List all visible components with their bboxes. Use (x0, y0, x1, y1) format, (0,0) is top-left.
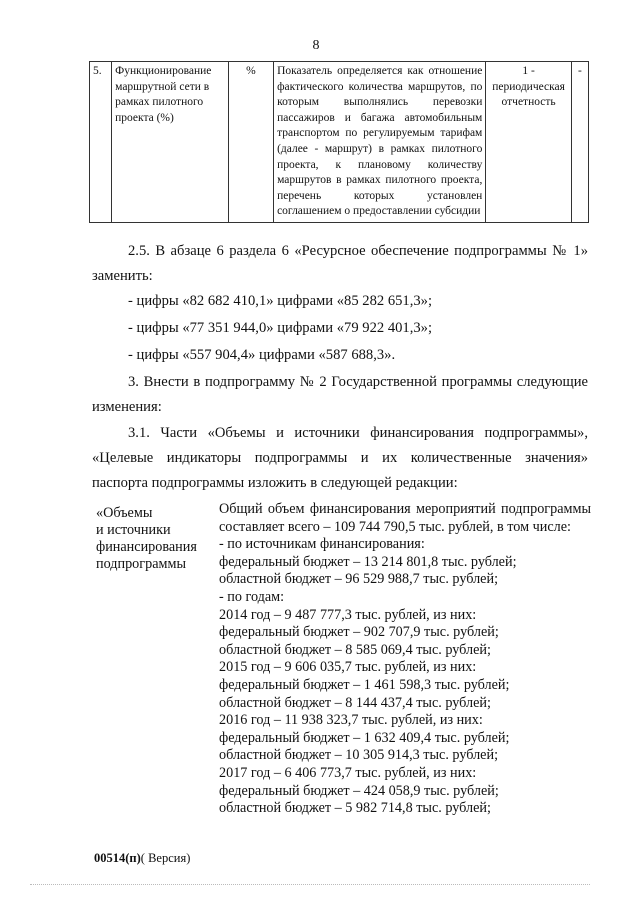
passport-line: федеральный бюджет – 1 632 409,4 тыс. рублей; (219, 729, 510, 746)
passport-label-line: «Объемы (96, 505, 153, 521)
passport-line: 2016 год – 11 938 323,7 тыс. рублей, из них: (219, 712, 483, 729)
passport-line: 2017 год – 6 406 773,7 тыс. рублей, из них: (219, 764, 477, 781)
page-number: 8 (312, 38, 320, 53)
passport-line: 2015 год – 9 606 035,7 тыс. рублей, из них: (219, 659, 477, 676)
indicator-note: - (571, 62, 588, 223)
indicator-name: Функционирование маршрутной сети в рамках пилотного проекта (%) (112, 62, 229, 223)
indicator-table (89, 61, 589, 223)
document-code (94, 851, 190, 866)
list-item: - цифры «82 682 410,1» цифрами «85 282 651,3»; (128, 293, 433, 309)
passport-line: федеральный бюджет – 13 214 801,8 тыс. рублей; (219, 553, 517, 570)
passport-line: 2014 год – 9 487 777,3 тыс. рублей, из них: (219, 606, 477, 623)
passport-line: областной бюджет – 8 144 437,4 тыс. рублей; (219, 694, 491, 711)
passport-line: - по источникам финансирования: (219, 536, 425, 553)
passport-summary: Общий объем финансирования мероприятий подпрограммы составляет всего – 109 744 790,5 тыс. рублей, в том числе: (219, 501, 591, 535)
passport-line: областной бюджет – 10 305 914,3 тыс. рублей; (219, 747, 499, 764)
table-row (90, 62, 589, 223)
passport-line: областной бюджет – 8 585 069,4 тыс. рублей; (219, 641, 491, 658)
list-item: - цифры «77 351 944,0» цифрами «79 922 401,3»; (128, 320, 433, 336)
indicator-definition: Показатель определяется как отношение фактического количества маршрутов, по которым выполнялись перевозки пассажиров и багажа автомобильным транспортом по регулируемым тарифам (далее - маршрут) в рамках пилотного проекта, к плановому количеству маршрутов в рамках пилотного проекта, перечень которых установлен соглашением о предоставлении субсидии (274, 62, 486, 223)
indicator-unit: % (228, 62, 273, 223)
passport-label-line: финансирования (96, 539, 197, 555)
paragraph-2-5: 2.5. В абзаце 6 раздела 6 «Ресурсное обеспечение подпрограммы № 1» заменить: (92, 243, 588, 284)
passport-line: федеральный бюджет – 1 461 598,3 тыс. рублей; (219, 676, 510, 693)
document-version-label: ( Версия) (140, 851, 191, 865)
list-item: - цифры «557 904,4» цифрами «587 688,3». (128, 347, 396, 363)
passport-line: федеральный бюджет – 424 058,9 тыс. рублей; (219, 782, 499, 799)
passport-line: областной бюджет – 5 982 714,8 тыс. рублей; (219, 800, 491, 817)
passport-line: - по годам: (219, 588, 285, 605)
passport-content (219, 501, 591, 818)
document-code-number: 00514(п) (94, 851, 141, 865)
passport-label (96, 505, 216, 573)
passport-label-line: подпрограммы (96, 556, 186, 572)
paragraph-3: 3. Внести в подпрограмму № 2 Государственной программы следующие изменения: (92, 374, 588, 415)
passport-line: федеральный бюджет – 902 707,9 тыс. рублей; (219, 624, 499, 641)
passport-label-line: и источники (96, 522, 171, 538)
indicator-number: 5. (90, 62, 112, 223)
paragraph-3-1: 3.1. Части «Объемы и источники финансирования подпрограммы», «Целевые индикаторы подпрограммы и их количественные значения» паспорта подпрограммы изложить в следующей редакции: (92, 425, 588, 491)
indicator-periodicity: 1 - периодическая отчетность (486, 62, 572, 223)
passport-line: областной бюджет – 96 529 988,7 тыс. рублей; (219, 571, 499, 588)
scan-artifact-line (30, 884, 590, 885)
